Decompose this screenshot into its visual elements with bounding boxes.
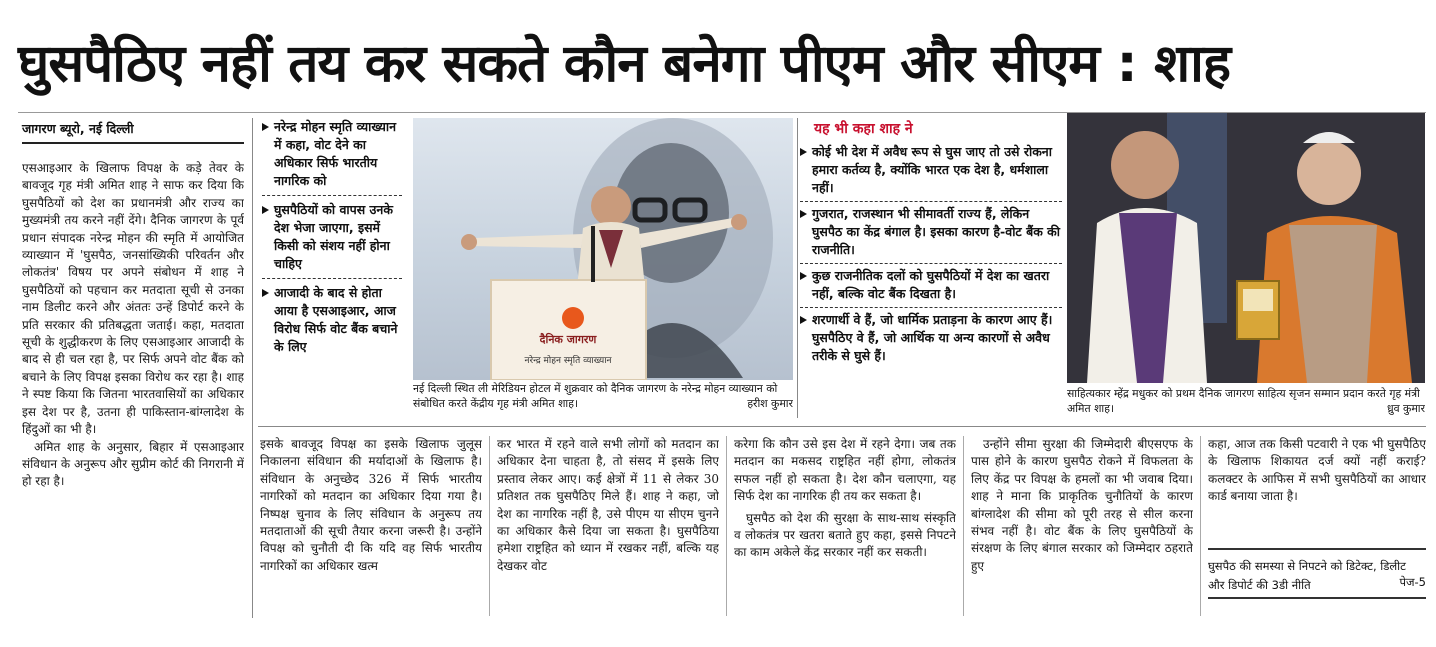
highlight-separator: [262, 195, 402, 196]
also-box-divider: [797, 118, 798, 418]
award-photo-caption: साहित्यकार म्हेंद्र मधुकर को प्रथम दैनिक जागरण साहित्य सृजन सम्मान प्रदान करते गृह मंत्री अमित शाह।: [1067, 387, 1420, 415]
article-column-3: [497, 436, 719, 616]
also-said-item: कोई भी देश में अवैध रूप से घुस जाए तो उसे रोकना हमारा कर्तव्य है, क्योंकि भारत एक देश है, धर्मशाला नहीं।: [800, 143, 1062, 197]
lower-section-rule: [258, 426, 1426, 427]
page-reference-link[interactable]: पेज-5: [1399, 575, 1426, 589]
article-paragraph: एसआइआर के खिलाफ विपक्ष के कड़े तेवर के बावजूद गृह मंत्री अमित शाह ने साफ कर दिया कि घुसपैठियों को देश का प्रधानमंत्री और राज्य का मुख्यमंत्री तय करने नहीं देंगे। दैनिक जागरण के पूर्व प्रधान संपादक नरेन्द्र मोहन की स्मृति में आयोजित व्याख्यान में 'घुसपैठ, जनसांख्यिकी परिवर्तन और लोकतंत्र' विषय पर अपने संबोधन में शाह ने घुसपैठियों को पहचान कर मतदाता सूची से उनका नाम डिलीट करने और अंततः उन्हें डिपोर्ट करने के प्रति सरकार की प्रतिबद्धता जताई। कहा, मतदाता सूची के शुद्धीकरण के लिए एसआइआर आजादी के बाद से ही चल रहा है, पर सिर्फ अपने वोट बैंक को बचाने के लिए विपक्ष इसका विरोध कर रहा है। शाह ने स्पष्ट किया कि जितना भारतवासियों का अधिकार इस देश पर है, उतना ही पाकिस्तान-बांग्लादेश के हिंदुओं का भी है।: [22, 161, 244, 437]
also-said-item: कुछ राजनीतिक दलों को घुसपैठियों में देश का खतरा नहीं, बल्कि वोट बैंक दिखता है।: [800, 267, 1062, 303]
article-paragraph: घुसपैठ को देश की सुरक्षा के साथ-साथ संस्कृति व लोकतंत्र पर खतरा बताते हुए कहा, इससे निपटने का काम अकेले केंद्र सरकार नहीं कर सकती।: [734, 510, 956, 560]
column-divider: [1200, 436, 1201, 616]
podium-logo: दैनिक जागरण: [539, 333, 597, 346]
article-paragraph: कहा, आज तक किसी पटवारी ने एक भी घुसपैठिए के खिलाफ शिकायत दर्ज क्यों नहीं कराई? कलक्टर के आफिस में सभी घुसपैठियों का आधार कार्ड बनाया जाता है।: [1208, 437, 1426, 504]
award-photo-credit: ध्रुव कुमार: [1386, 402, 1425, 415]
column-divider: [726, 436, 727, 616]
article-column-5: [971, 436, 1193, 616]
article-paragraph: इसके बावजूद विपक्ष का इसके खिलाफ जुलूस निकालना संविधान की मर्यादाओं के खिलाफ है। संविधान के अनुच्छेद 326 में सिर्फ भारतीय नागरिकों को मतदान का अधिकार दिया गया है। निष्पक्ष चुनाव के लिए संविधान के अनुरूप तय मतदाताओं की सूची तैयार करना जरूरी है। उन्होंने विपक्ष को चुनौती दी कि यदि वह सिर्फ भारतीय नागरिकों का अधिकार खत्म: [260, 437, 482, 573]
main-photo-credit: हरीश कुमार: [747, 397, 793, 410]
article-paragraph: अमित शाह के अनुसार, बिहार में एसआइआर संविधान के अनुरूप और सुप्रीम कोर्ट की निगरानी में हो रहा है।: [22, 439, 244, 489]
also-said-separator: [800, 201, 1062, 202]
article-column-2: [260, 436, 482, 616]
headline: घुसपैठिए नहीं तय कर सकते कौन बनेगा पीएम और सीएम : शाह: [18, 34, 1231, 94]
page-reference-text: घुसपैठ की समस्या से निपटने को डिटेक्ट, डिलीट और डिपोर्ट की 3डी नीति: [1208, 559, 1406, 592]
article-column-6: [1208, 436, 1426, 546]
podium-subtitle: नरेन्द्र मोहन स्मृति व्याख्यान: [524, 356, 612, 366]
ref-box-bottom-rule: [1208, 597, 1426, 599]
column-divider: [963, 436, 964, 616]
main-photo: [413, 118, 793, 380]
byline: जागरण ब्यूरो, नई दिल्ली: [22, 121, 134, 136]
award-photo: [1067, 113, 1425, 383]
article-column-4: [734, 436, 956, 616]
byline-rule: [22, 142, 244, 144]
highlights-box: [262, 118, 402, 418]
highlight-item: घुसपैठियों को वापस उनके देश भेजा जाएगा, इसमें किसी को संशय नहीं होना चाहिए: [262, 201, 402, 273]
also-said-separator: [800, 307, 1062, 308]
ref-box-top-rule: [1208, 548, 1426, 550]
article-column-1: [22, 160, 244, 615]
page-reference-box[interactable]: [1208, 555, 1426, 595]
also-said-title: यह भी कहा शाह ने: [814, 121, 913, 137]
article-paragraph: उन्होंने सीमा सुरक्षा की जिम्मेदारी बीएसएफ के पास होने के कारण घुसपैठ रोकने में विफलता के लिए केंद्र पर विपक्ष के हमलों का भी जवाब दिया। शाह ने माना कि प्राकृतिक चुनौतियों के कारण बांग्लादेश की सीमा को पूरी तरह से सील करना संभव नहीं है। वोट बैंक के लिए घुसपैठियों के संरक्षण के लिए बंगाल सरकार को जिम्मेदार ठहराते हुए: [971, 437, 1193, 573]
main-photo-caption-block: [413, 381, 793, 415]
also-said-box: [800, 118, 1062, 418]
column-divider: [489, 436, 490, 616]
article-paragraph: करेगा कि कौन उसे इस देश में रहने देगा। जब तक मतदान का मकसद राष्ट्रहित नहीं होगा, लोकतंत्र सफल नहीं हो सकता है। देश कौन चलाएगा, यह सिर्फ देश का नागरिक ही तय कर सकता है।: [734, 437, 956, 504]
award-photo-caption-block: [1067, 386, 1425, 420]
highlight-item: आजादी के बाद से होता आया है एसआइआर, आज विरोध सिर्फ वोट बैंक बचाने के लिए: [262, 284, 402, 356]
article-paragraph: कर भारत में रहने वाले सभी लोगों को मतदान का अधिकार देना चाहता है, तो संसद में इसके लिए प्रस्ताव लेकर आए। कई क्षेत्रों में 11 से लेकर 30 प्रतिशत तक घुसपैठिए मिले हैं। शाह ने कहा, जो देश का नागरिक नहीं है, उसे पीएम या सीएम चुनने का अधिकार कैसे दिया जा सकता है। घुसपैठिया हमेशा राष्ट्रहित को ध्यान में रखकर नहीं, बल्कि यह देखकर वोट: [497, 437, 719, 573]
also-said-item: शरणार्थी वे हैं, जो धार्मिक प्रताड़ना के कारण आए हैं। घुसपैठिए वे हैं, जो आर्थिक या अन्य कारणों से अवैध तरीके से घुसे हैं।: [800, 311, 1062, 365]
also-said-item: गुजरात, राजस्थान भी सीमावर्ती राज्य हैं, लेकिन घुसपैठ का केंद्र बंगाल है। इसका कारण है-वोट बैंक की राजनीति।: [800, 205, 1062, 259]
highlight-separator: [262, 278, 402, 279]
award-photo-illustration: [1067, 113, 1425, 383]
main-photo-illustration: [413, 118, 793, 380]
column-divider: [252, 118, 253, 618]
main-photo-caption: नई दिल्ली स्थित ली मेरिडियन होटल में शुक्रवार को दैनिक जागरण के नरेन्द्र मोहन व्याख्यान को संबोधित करते केंद्रीय गृह मंत्री अमित शाह।: [413, 382, 778, 410]
also-said-separator: [800, 263, 1062, 264]
highlight-item: नरेन्द्र मोहन स्मृति व्याख्यान में कहा, वोट देने का अधिकार सिर्फ भारतीय नागरिक को: [262, 118, 402, 190]
